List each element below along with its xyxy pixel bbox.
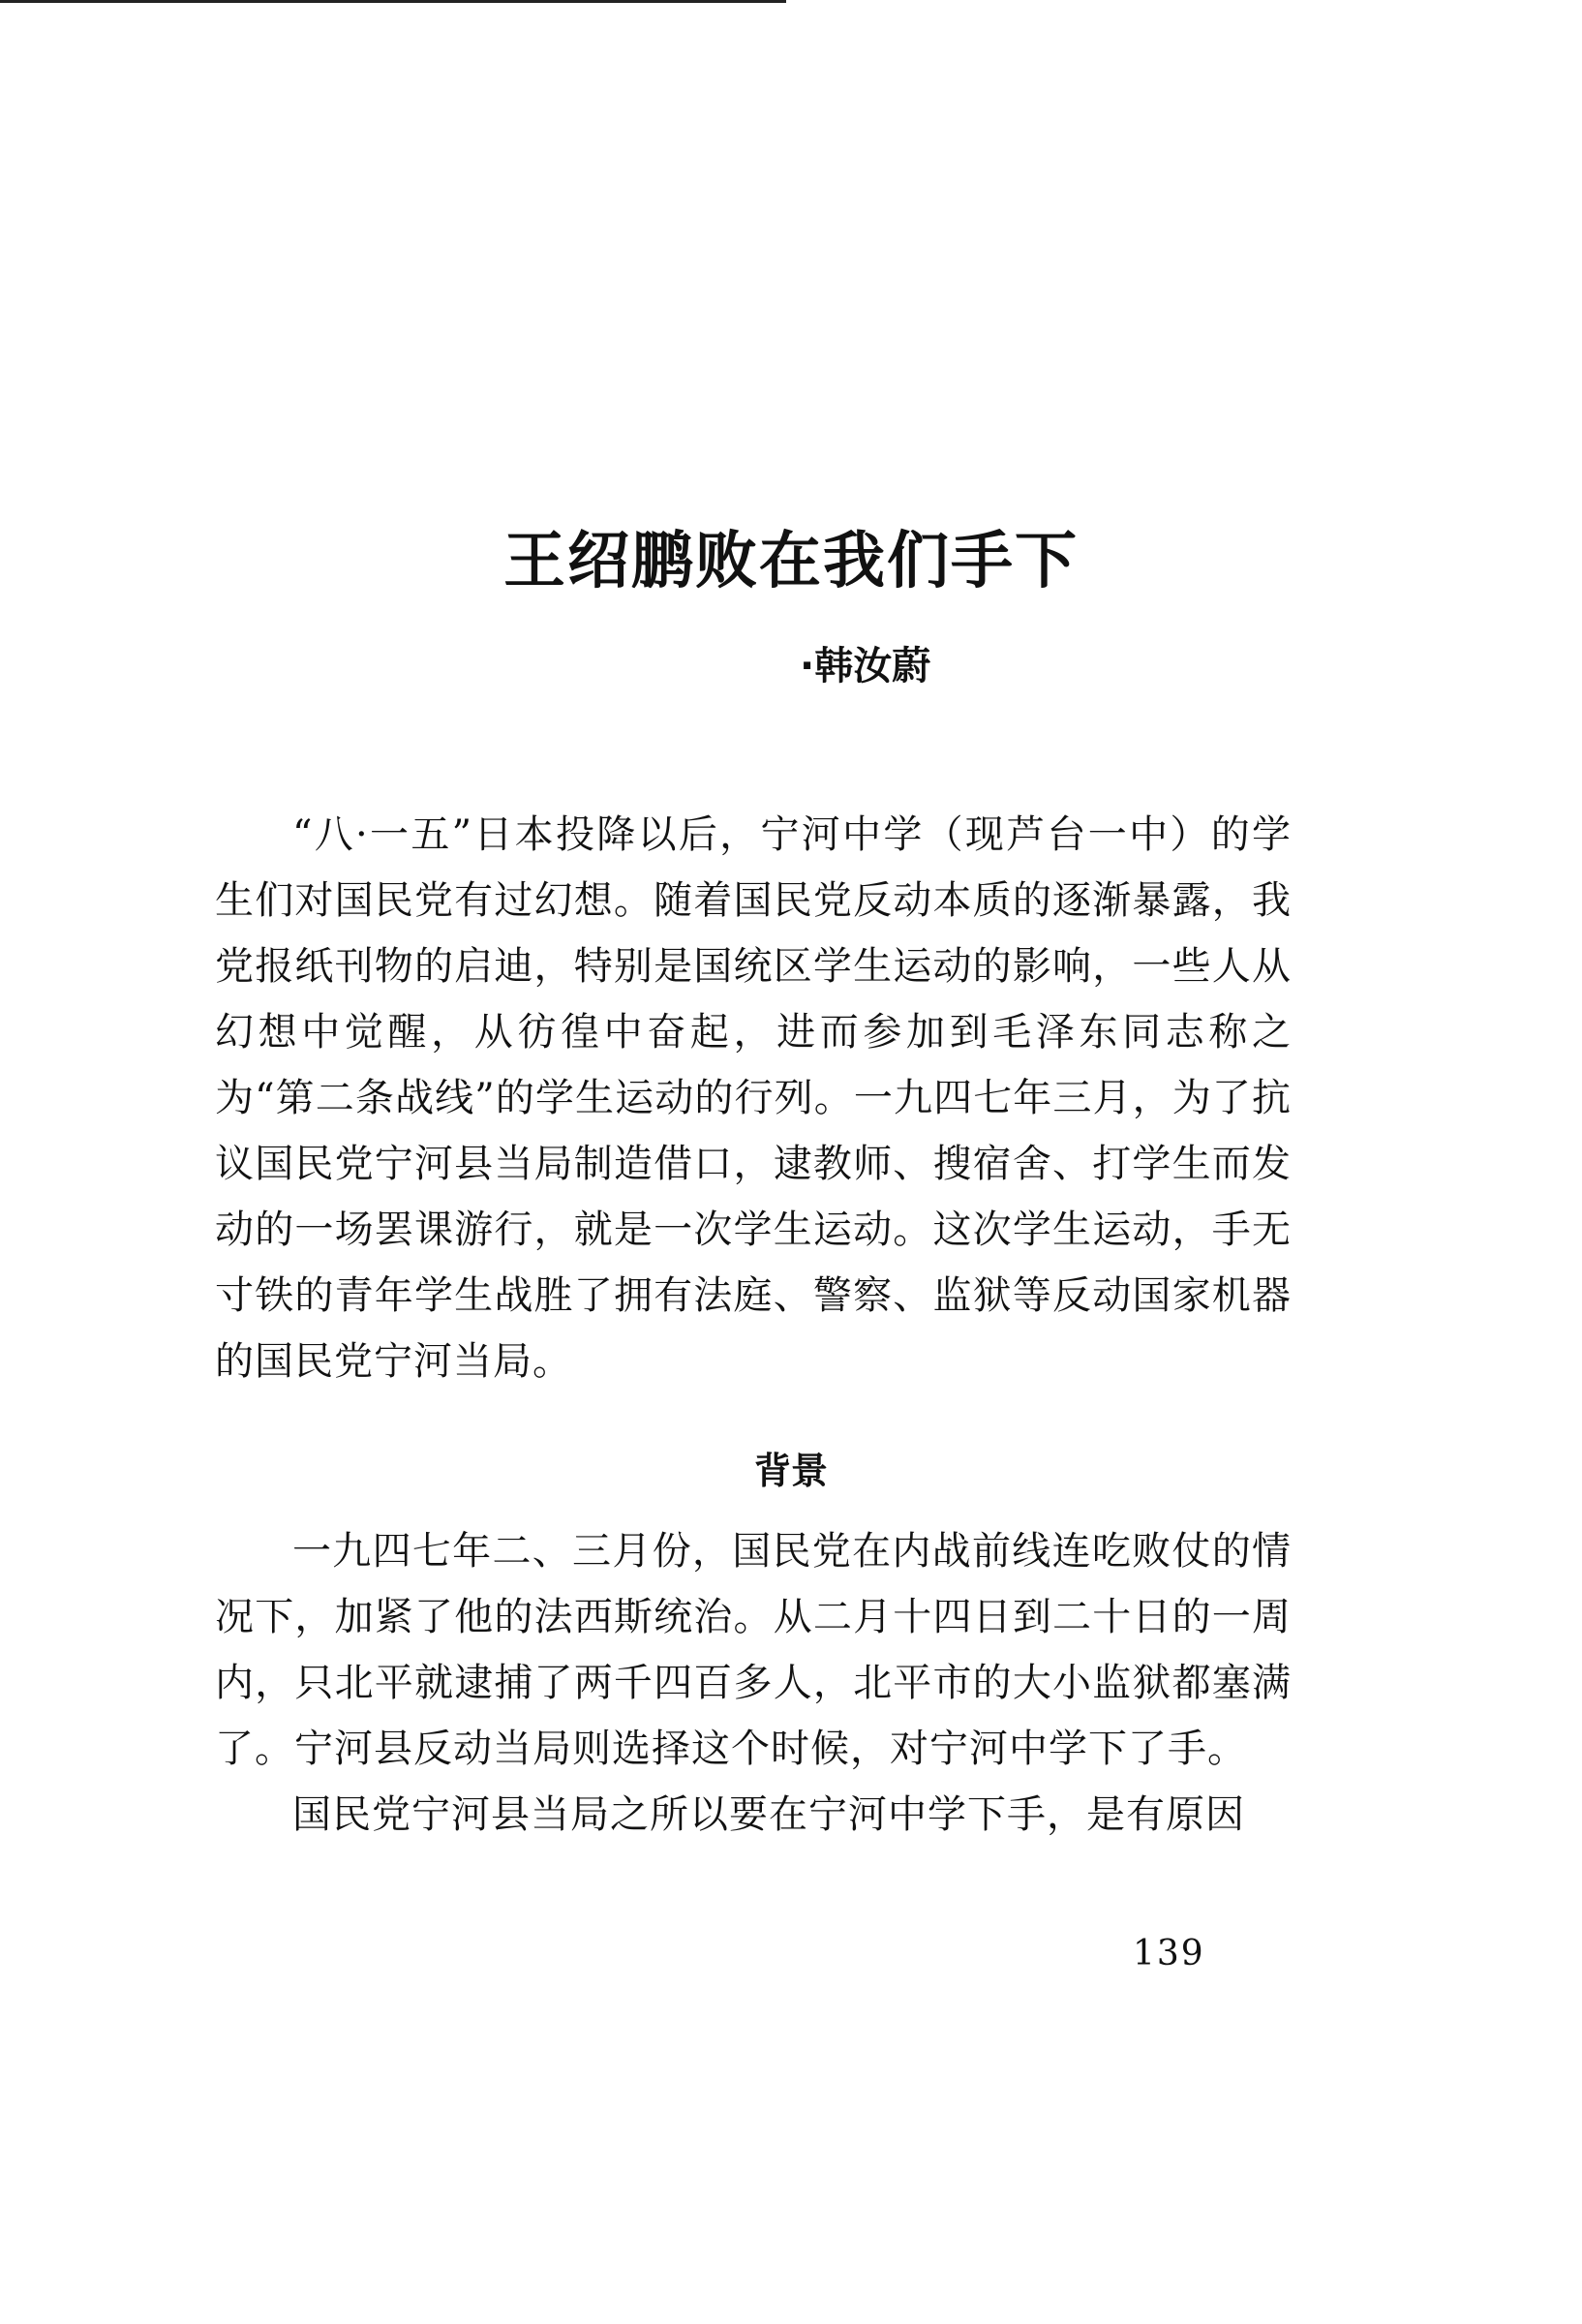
page-number: 139	[1133, 1934, 1205, 1973]
intro-section	[215, 802, 1292, 1394]
section-heading: 背景	[753, 1450, 828, 1492]
body-paragraph: 一九四七年二、三月份，国民党在内战前线连吃败仗的情况下，加紧了他的法西斯统治。从二月十四日到二十日的一周内，只北平就逮捕了两千四百多人，北平市的大小监狱都塞满了。宁河县反动当局则选择这个时候，对宁河中学下了手。	[215, 1529, 1292, 1771]
body-paragraph: 国民党宁河县当局之所以要在宁河中学下手，是有原因	[292, 1792, 1245, 1837]
top-rule	[0, 0, 786, 3]
background-section	[215, 1518, 1292, 1848]
intro-paragraph: “八·一五”日本投降以后，宁河中学（现芦台一中）的学生们对国民党有过幻想。随着国民党反动本质的逐渐暴露，我党报纸刊物的启迪，特别是国统区学生运动的影响，一些人从幻想中觉醒，从彷徨中奋起，进而参加到毛泽东同志称之为“第二条战线”的学生运动的行列。一九四七年三月，为了抗议国民党宁河县当局制造借口，逮教师、搜宿舍、打学生而发动的一场罢课游行，就是一次学生运动。这次学生运动，手无寸铁的青年学生战胜了拥有法庭、警察、监狱等反动国家机器的国民党宁河当局。	[215, 812, 1292, 1384]
page-title: 王绍鹏败在我们手下	[503, 525, 1079, 597]
author-byline: ·韩汝蔚	[800, 644, 931, 688]
